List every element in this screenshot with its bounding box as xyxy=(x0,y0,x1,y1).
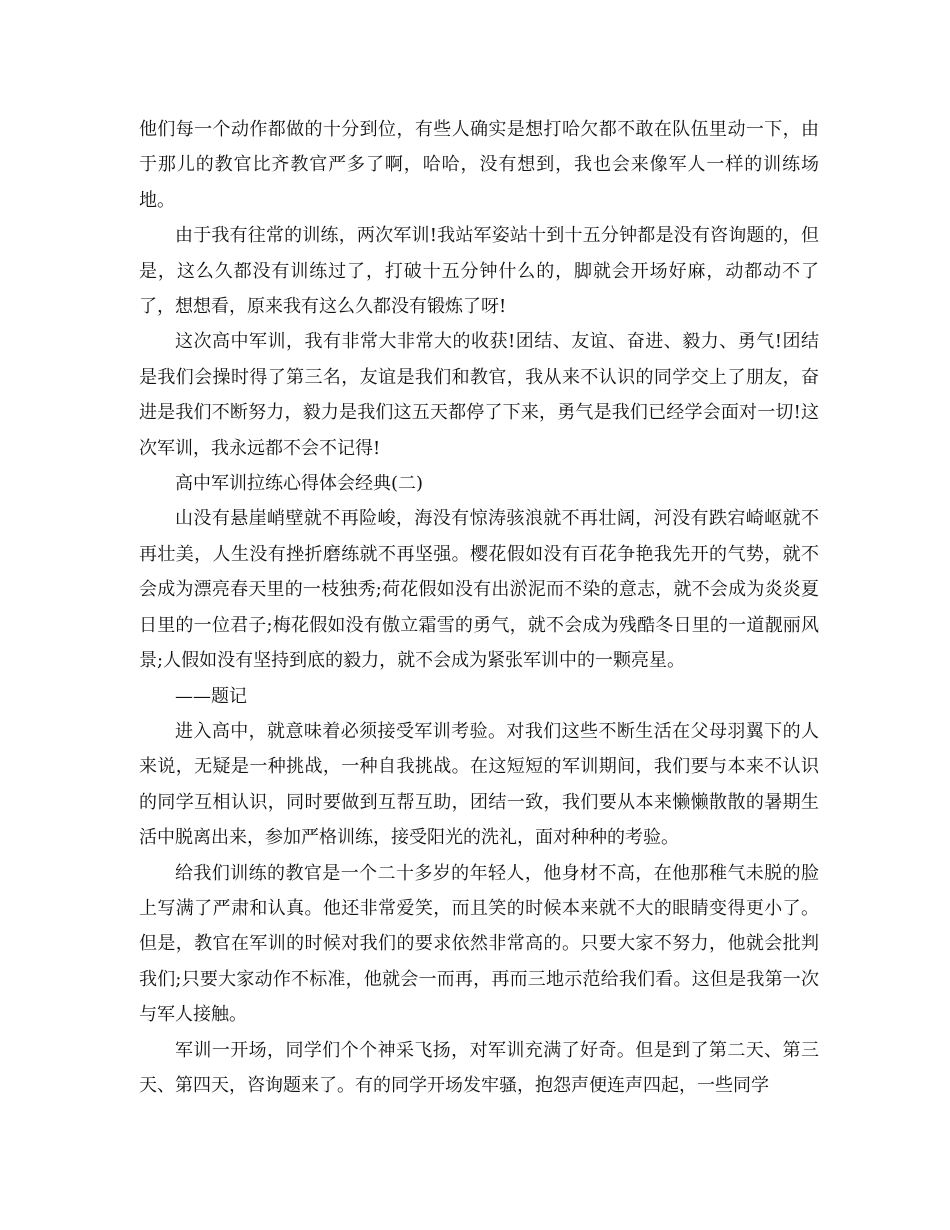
paragraph-9: 军训一开场，同学们个个神采飞扬，对军训充满了好奇。但是到了第二天、第三天、第四天，咨询题来了。有的同学开场发牢骚，抱怨声便连声四起，一些同学 xyxy=(139,1039,819,1096)
document-body xyxy=(139,112,819,1103)
section-heading: 高中军训拉练心得体会经典(二) xyxy=(175,473,424,495)
paragraph-2: 由于我有往常的训练，两次军训!我站军姿站十到十五分钟都是没有咨询题的，但是，这么久都没有训练过了，打破十五分钟什么的，脚就会开场好麻，动都动不了了，想想看，原来我有这么久都没有锻炼了呀! xyxy=(139,225,819,318)
paragraph-3: 这次高中军训，我有非常大非常大的收获!团结、友谊、奋进、毅力、勇气!团结是我们会操时得了第三名，友谊是我们和教官，我从来不认识的同学交上了朋友，奋进是我们不断努力，毅力是我们这五天都停了下来，勇气是我们已经学会面对一切!这次军训，我永远都不会不记得! xyxy=(139,331,819,459)
paragraph-epigraph: 山没有悬崖峭壁就不再险峻，海没有惊涛骇浪就不再壮阔，河没有跌宕崎岖就不再壮美，人生没有挫折磨练就不再坚强。樱花假如没有百花争艳我先开的气势，就不会成为漂亮春天里的一枝独秀;荷花假如没有出淤泥而不染的意志，就不会成为炎炎夏日里的一位君子;梅花假如没有傲立霜雪的勇气，就不会成为残酷冬日里的一道靓丽风景;人假如没有坚持到底的毅力，就不会成为紧张军训中的一颗亮星。 xyxy=(139,508,819,672)
epigraph-attribution: ——题记 xyxy=(175,685,247,707)
paragraph-1: 他们每一个动作都做的十分到位，有些人确实是想打哈欠都不敢在队伍里动一下，由于那儿的教官比齐教官严多了啊，哈哈，没有想到，我也会来像军人一样的训练场地。 xyxy=(139,119,819,211)
paragraph-7: 进入高中，就意味着必须接受军训考验。对我们这些不断生活在父母羽翼下的人来说，无疑是一种挑战，一种自我挑战。在这短短的军训期间，我们要与本来不认识的同学互相认识，同时要做到互帮互助，团结一致，我们要从本来懒懒散散的暑期生活中脱离出来，参加严格训练，接受阳光的洗礼，面对种种的考验。 xyxy=(139,720,819,849)
paragraph-8: 给我们训练的教官是一个二十多岁的年轻人，他身材不高，在他那稚气未脱的脸上写满了严肃和认真。他还非常爱笑，而且笑的时候本来就不大的眼睛变得更小了。但是，教官在军训的时候对我们的要求依然非常高的。只要大家不努力，他就会批判我们;只要大家动作不标准，他就会一而再，再而三地示范给我们看。这但是我第一次与军人接触。 xyxy=(139,862,819,1026)
